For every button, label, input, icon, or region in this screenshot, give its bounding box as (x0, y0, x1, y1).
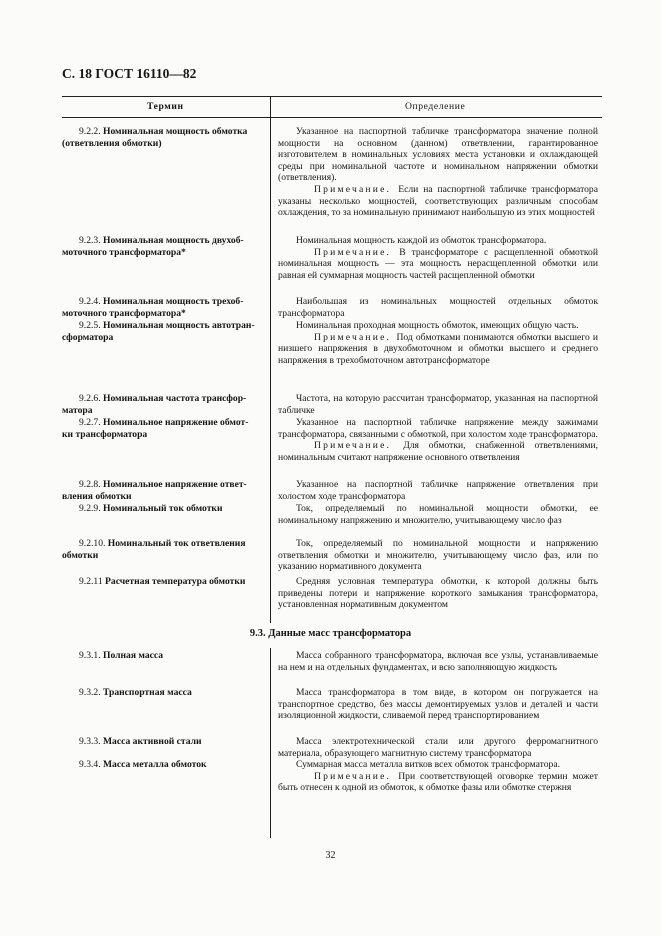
term-a-4 (62, 393, 266, 416)
definition-b-3 (278, 759, 598, 794)
page-header: С. 18 ГОСТ 16110—82 (62, 66, 197, 81)
term-line-first (62, 736, 266, 748)
term-line: вления обмотки (62, 490, 132, 502)
term-line-first (62, 320, 266, 332)
term-a-3 (62, 320, 266, 343)
term-text: Номинальный ток ответвления (107, 538, 246, 549)
term-number: 9.2.3. (79, 235, 103, 246)
term-a-1 (62, 235, 266, 258)
definition-a-7 (278, 503, 598, 526)
definition-text: Масса трансформатора в том виде, в котором он погружается на транспортное средство, без массы демонтируемых узлов и деталей и части изоляционной жидкости, сливаемой перед транспортированием (278, 687, 598, 722)
term-line-first (62, 479, 266, 491)
definition-a-1 (278, 235, 598, 281)
definition-a-8 (278, 538, 598, 573)
term-b-0 (62, 650, 266, 662)
term-text: Номинальная частота трансфор- (102, 393, 247, 404)
term-a-8 (62, 538, 266, 561)
definition-note: Примечание. Для обмотки, снабженной ответвлениями, номинальным считают напряжение основного ответвления (278, 440, 598, 463)
definition-note: Примечание. В трансформаторе с расщепленной обмоткой номинальная мощность — эта мощность нерасщепленной обмотки или равная ей суммарная мощность частей расщепленной обмотки (278, 246, 598, 281)
note-label: Примечание. (314, 246, 400, 258)
definition-note: Примечание. При соответствующей оговорке термин может быть отнесен к одной из обмоток, к обмотке фазы или обмотке стержня (278, 770, 598, 794)
definition-a-4 (278, 393, 598, 416)
term-text: Полная масса (102, 650, 164, 661)
term-number: 9.2.6. (79, 393, 103, 404)
term-a-7 (62, 503, 266, 515)
definition-text: Наибольшая из номинальных мощностей отдельных обмоток трансформатора (278, 296, 598, 319)
definition-note: Примечание. Если на паспортной табличке трансформатора указаны несколько мощностей, соответствующих различным способам охлаждения, то за номинальную принимают наибольшую из этих мощностей (278, 183, 598, 219)
table-head-rule (62, 117, 602, 118)
term-text: Номинальный ток обмотки (102, 503, 223, 514)
term-line: моточного трансформатора* (62, 246, 186, 258)
term-a-9 (62, 576, 266, 588)
term-line: обмотки (62, 549, 99, 561)
definition-a-6 (278, 479, 598, 502)
definition-a-5 (278, 417, 598, 463)
term-text: Номинальная мощность обмотка (102, 126, 248, 137)
term-line-first (62, 759, 266, 771)
term-line: сформатора (62, 331, 114, 343)
term-line-first (62, 650, 266, 662)
term-b-2 (62, 736, 266, 748)
definition-text: Частота, на которую рассчитан трансформатор, указанная на паспортной табличке (278, 393, 598, 416)
column-divider (270, 117, 271, 623)
term-number: 9.2.8. (79, 479, 103, 490)
column-header-definition: Определение (405, 101, 466, 112)
definition-text: Ток, определяемый по номинальной мощности обмотки, ее номинальному напряжению и множителю, учитывающему число фаз (278, 503, 598, 526)
section-title: 9.3. Данные масс трансформатора (249, 628, 412, 639)
term-line-first (62, 235, 266, 247)
term-number: 9.2.11 (79, 576, 106, 587)
term-text: Транспортная масса (102, 687, 192, 698)
term-number: 9.2.7. (79, 417, 103, 428)
note-label: Примечание. (314, 770, 399, 782)
term-text: Расчетная температура обмотки (105, 576, 246, 587)
definition-text: Указанное на паспортной табличке трансформатора значение полной мощности на основном (данном) ответвлении, гарантированное изготовителем в номинальных условиях места установки и охлаждающей среды при номинальной частоте и номинальном напряжении обмотки (ответвления). (278, 126, 598, 184)
definition-a-3 (278, 320, 598, 366)
definition-text: Ток, определяемый по номинальной мощности и напряжению ответвления обмотки и множителю, учитывающему число фаз, или по указанию нормативного документа (278, 538, 598, 573)
term-b-1 (62, 687, 266, 699)
page-number: 32 (325, 850, 336, 861)
note-label: Примечание. (314, 183, 399, 195)
column-header-term: Термин (147, 101, 184, 112)
term-line-first (62, 417, 266, 429)
term-number: 9.2.5. (79, 320, 103, 331)
definition-text: Номинальная мощность каждой из обмоток трансформатора. (296, 235, 547, 246)
note-label: Примечание. (314, 331, 397, 343)
term-number: 9.2.9. (79, 503, 103, 514)
term-text: Масса активной стали (102, 736, 202, 747)
definition-text: Суммарная масса металла витков всех обмоток трансформатора. (296, 759, 560, 770)
note-label: Примечание. (314, 440, 404, 452)
term-text: Номинальная мощность трехоб- (102, 296, 244, 307)
term-a-2 (62, 296, 266, 319)
term-a-6 (62, 479, 266, 502)
term-text: Масса металла обмоток (102, 759, 207, 770)
term-a-0 (62, 126, 266, 149)
definition-text: Масса собранного трансформатора, включая все узлы, устанавливаемые на нем и на отдельных фундаментах, и всю заполняющую жидкость (278, 650, 598, 673)
definition-note: Примечание. Под обмотками понимаются обмотки высшего и низшего напряжения в двухобмоточном и обмотки высшего и среднего напряжения в трехобмоточном автотрансформаторе (278, 331, 599, 366)
term-number: 9.3.2. (79, 687, 103, 698)
definition-b-2 (278, 736, 598, 759)
term-number: 9.3.1. (79, 650, 103, 661)
term-number: 9.2.4. (79, 296, 103, 307)
term-line-first (62, 503, 266, 515)
term-line: моточного трансформатора* (62, 307, 186, 319)
definition-b-0 (278, 650, 598, 673)
table-top-rule (62, 96, 602, 97)
definition-a-9 (278, 576, 598, 611)
definition-a-2 (278, 296, 598, 319)
term-number: 9.2.10. (79, 538, 108, 549)
term-line: ки трансформатора (62, 428, 148, 440)
definition-b-1 (278, 687, 598, 722)
definition-text: Средняя условная температура обмотки, к которой должны быть приведены потери и напряжение короткого замыкания трансформатора, установленная нормативным документом (278, 576, 598, 611)
term-text: Номинальная мощность автотран- (102, 320, 255, 331)
definition-text: Указанное на паспортной табличке напряжение между зажимами трансформатора, связанными с обмоткой, при холостом ходе трансформатора. (278, 417, 598, 440)
term-line-first (62, 538, 266, 550)
term-line-first (62, 296, 266, 308)
term-line-first (62, 687, 266, 699)
term-line-first (62, 576, 266, 588)
term-text: Номинальное напряжение обмот- (102, 417, 249, 428)
term-b-3 (62, 759, 266, 771)
term-text: Номинальное напряжение ответ- (102, 479, 247, 490)
term-number: 9.3.4. (79, 759, 103, 770)
term-number: 9.2.2. (79, 126, 103, 137)
term-number: 9.3.3. (79, 736, 103, 747)
definition-text: Масса электротехнической стали или другого ферромагнитного материала, образующего магнитную систему трансформатора (278, 736, 598, 759)
definition-text: Указанное на паспортной табличке напряжение ответвления при холостом ходе трансформатора (278, 479, 598, 502)
term-line-first (62, 126, 266, 138)
term-text: Номинальная мощность двухоб- (102, 235, 244, 246)
term-a-5 (62, 417, 266, 440)
term-line: матора (62, 404, 93, 416)
definition-a-0 (278, 126, 598, 219)
term-line-first (62, 393, 266, 405)
column-divider (270, 648, 271, 838)
definition-text: Номинальная проходная мощность обмоток, имеющих общую часть. (296, 320, 579, 331)
term-line: (ответвления обмотки) (62, 137, 162, 149)
